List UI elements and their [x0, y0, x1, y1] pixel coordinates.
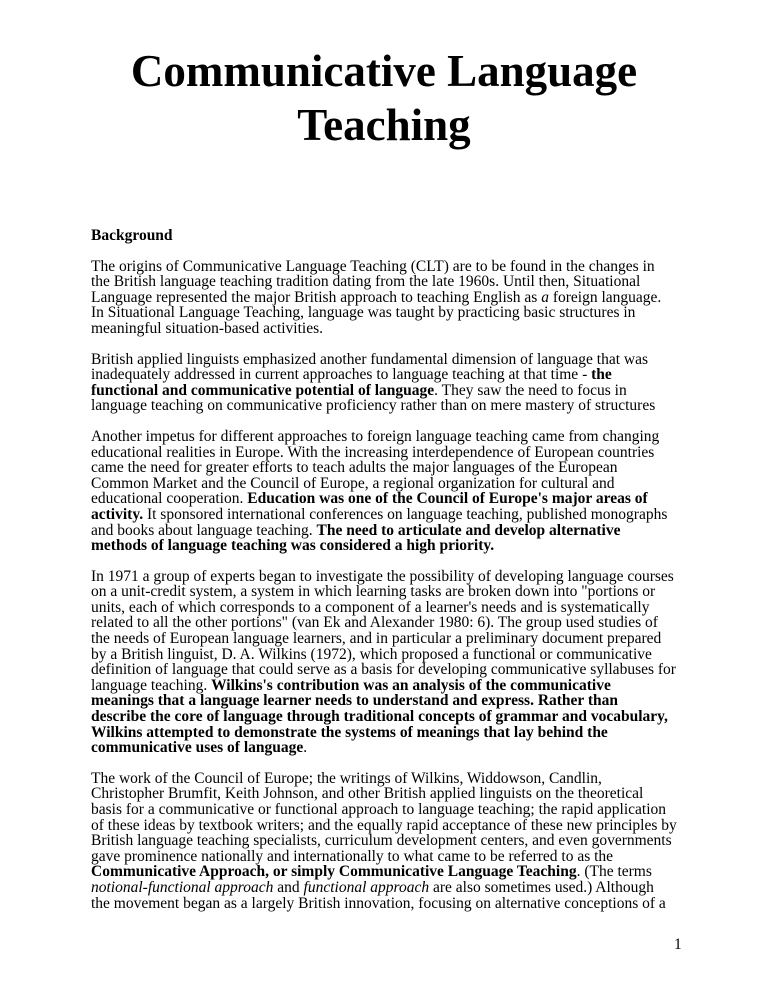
paragraph: [91, 569, 731, 756]
text-run: and: [273, 878, 304, 896]
title-line: Teaching: [297, 100, 471, 150]
section-heading: Background: [91, 227, 173, 244]
bold-text: Wilkins's contribution was an analysis of the communicative meanings that a language learner needs to understand and express. Rather than describe the core of language through traditional concepts of grammar and vocabulary, Wilkins attempted to demonstrate the systems of meanings that lay behind the communicative uses of language: [91, 676, 668, 757]
bold-text: Communicative Approach, or simply Communicative Language Teaching: [91, 863, 577, 881]
text-run: The origins of Communicative Language Teaching (CLT) are to be found in the changes in the British language teaching tradition dating from the late 1960s. Until then, Situational Language represented the major British approach to teaching English as: [91, 257, 655, 306]
text-run: The work of the Council of Europe; the writings of Wilkins, Widdowson, Candlin, Christopher Brumfit, Keith Johnson, and other British applied linguists on the theoretical basis for a communicative or functional approach to language teaching; the rapid application of these ideas by textbook writers; and the equally rapid acceptance of these new principles by British language teaching specialists, curriculum development centers, and even governments gave prominence nationally and internationally to what came to be referred to as the: [91, 769, 677, 865]
title-line: Communicative Language: [130, 46, 638, 96]
text-run: It sponsored international conferences on language teaching, published monographs and books about language teaching.: [91, 505, 668, 539]
italic-text: a: [541, 288, 549, 306]
bold-text: Education was one of the Council of Europe's major areas of activity.: [91, 490, 648, 523]
text-run: foreign language. In Situational Language Teaching, language was taught by practicing basic structures in meaningful situation-based activities.: [91, 288, 662, 337]
bold-text: The need to articulate and develop alternative methods of language teaching was considered a high priority.: [91, 521, 621, 555]
text-run: British applied linguists emphasized another fundamental dimension of language that was inadequately addressed in current approaches to language teaching at that time -: [91, 350, 649, 384]
italic-text: functional approach: [303, 878, 430, 896]
paragraph: [91, 352, 731, 414]
document-title: [0, 44, 768, 152]
bold-text: the functional and communicative potential of language: [91, 366, 612, 399]
page-number: 1: [674, 936, 682, 953]
text-run: . They saw the need to focus in language teaching on communicative proficiency rather than on mere mastery of structures: [91, 381, 656, 415]
text-run: . (The terms: [576, 863, 652, 881]
italic-text: notional-functional approach: [91, 878, 274, 896]
paragraph: [91, 771, 731, 911]
text-run: .: [303, 739, 308, 757]
paragraphs: [91, 259, 731, 912]
paragraph: [91, 429, 731, 554]
text-run: In 1971 a group of experts began to investigate the possibility of developing language courses on a unit-credit system, a system in which learning tasks are broken down into "portions or units, each of which corresponds to a component of a learner's needs and is systematically related to all the other portions" (van Ek and Alexander 1980: 6). The group used studies of the needs of European language learners, and in particular a preliminary document prepared by a British linguist, D. A. Wilkins (1972), which proposed a functional or communicative definition of language that could serve as a basis for developing communicative syllabuses for language teaching.: [91, 567, 676, 694]
paragraph: [91, 259, 731, 337]
document-body: [91, 228, 731, 926]
text-run: are also sometimes used.) Although the movement began as a largely British innovation, focusing on alternative conceptions of a: [91, 878, 666, 912]
text-run: Another impetus for different approaches to foreign language teaching came from changing educational realities in Europe. With the increasing interdependence of European countries came the need for greater efforts to teach adults the major languages of the European Common Market and the Council of Europe, a regional organization for cultural and educational cooperation.: [91, 427, 660, 508]
